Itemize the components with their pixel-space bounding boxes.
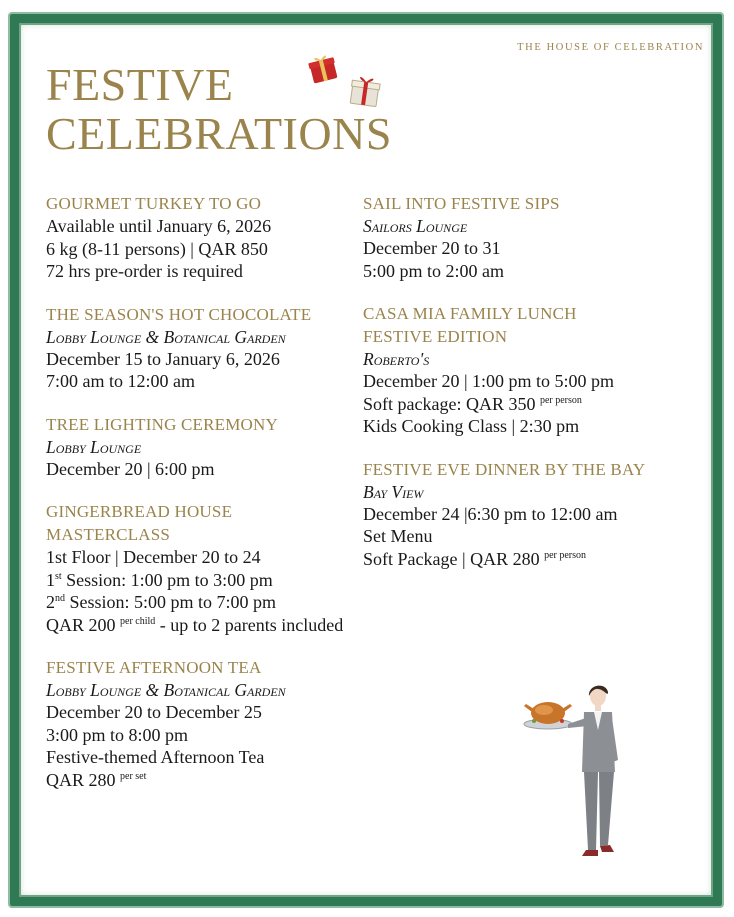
event-casa-mia: [363, 302, 693, 438]
price-value: Soft package: QAR 350: [363, 393, 536, 414]
event-detail: December 20 | 6:00 pm: [46, 458, 215, 479]
event-venue: Lobby Lounge: [46, 436, 142, 457]
price-unit: per child: [120, 615, 156, 627]
session-number: 2: [46, 592, 55, 612]
session-time: Session: 5:00 pm to 7:00 pm: [65, 592, 277, 612]
gift-box-icon: [306, 52, 340, 86]
waiter-with-turkey-illustration: [520, 680, 630, 870]
event-heading: CASA MIA FAMILY LUNCH: [363, 304, 577, 323]
title-line-2: CELEBRATIONS: [46, 108, 392, 159]
ordinal-suffix: st: [55, 570, 62, 582]
event-gingerbread: [46, 500, 346, 636]
event-detail: 6 kg (8-11 persons) | QAR 850: [46, 238, 268, 259]
event-session-1: [46, 569, 346, 592]
event-turkey: [46, 192, 346, 283]
event-detail: December 20 to December 25: [46, 702, 262, 722]
event-heading: THE SEASON'S HOT CHOCOLATE: [46, 304, 312, 324]
event-detail: 5:00 pm to 2:00 am: [363, 260, 504, 281]
price-note: - up to 2 parents included: [155, 614, 344, 635]
event-detail: December 15 to January 6, 2026: [46, 348, 280, 369]
event-price: [46, 769, 346, 792]
event-venue: Roberto's: [363, 349, 430, 369]
event-heading: GINGERBREAD HOUSE: [46, 502, 233, 521]
price-unit: per person: [539, 394, 582, 406]
event-price: [363, 548, 693, 571]
title-line-1: FESTIVE: [46, 59, 234, 110]
session-number: 1: [46, 569, 55, 590]
right-column: [363, 192, 693, 590]
price-value: QAR 200: [46, 614, 116, 635]
event-afternoon-tea: [46, 656, 346, 791]
event-venue: Lobby Lounge & Botanical Garden: [46, 326, 286, 347]
event-detail: Festive-themed Afternoon Tea: [46, 747, 265, 767]
left-column: [46, 192, 346, 811]
event-hot-chocolate: [46, 303, 346, 393]
event-detail: December 24 |6:30 pm to 12:00 am: [363, 503, 618, 524]
event-heading: GOURMET TURKEY TO GO: [46, 194, 262, 213]
event-detail: 72 hrs pre-order is required: [46, 261, 243, 281]
event-heading: TREE LIGHTING CEREMONY: [46, 414, 278, 434]
gift-box-icon: [346, 72, 384, 110]
event-venue: Bay View: [363, 481, 424, 502]
price-unit: per set: [120, 770, 147, 782]
session-time: Session: 1:00 pm to 3:00 pm: [61, 569, 273, 590]
price-value: Soft Package | QAR 280: [363, 548, 540, 569]
brand-name: THE HOUSE OF CELEBRATION: [517, 42, 704, 53]
event-detail: 3:00 pm to 8:00 pm: [46, 724, 189, 745]
event-eve-dinner: [363, 458, 693, 571]
page-title: [46, 60, 392, 158]
event-detail: December 20 to 31: [363, 238, 501, 258]
event-festive-sips: [363, 192, 693, 282]
price-unit: per person: [544, 549, 587, 561]
event-heading: FESTIVE EVE DINNER BY THE BAY: [363, 459, 646, 479]
event-detail: 1st Floor | December 20 to 24: [46, 547, 261, 567]
event-detail: December 20 | 1:00 pm to 5:00 pm: [363, 371, 615, 391]
event-tree-lighting: [46, 413, 346, 481]
event-detail: Kids Cooking Class | 2:30 pm: [363, 416, 580, 436]
price-value: QAR 280: [46, 769, 116, 790]
ordinal-suffix: nd: [55, 593, 65, 604]
event-session-2: [46, 591, 346, 614]
event-detail: 7:00 am to 12:00 am: [46, 371, 195, 391]
event-detail: Available until January 6, 2026: [46, 216, 272, 236]
event-heading: FESTIVE EDITION: [363, 327, 508, 346]
event-venue: Lobby Lounge & Botanical Garden: [46, 680, 286, 700]
event-heading: MASTERCLASS: [46, 525, 171, 544]
event-detail: Set Menu: [363, 526, 433, 546]
event-venue: Sailors Lounge: [363, 216, 468, 236]
event-heading: SAIL INTO FESTIVE SIPS: [363, 194, 560, 213]
event-price: [46, 614, 346, 637]
event-heading: FESTIVE AFTERNOON TEA: [46, 658, 262, 677]
event-price: [363, 393, 693, 416]
